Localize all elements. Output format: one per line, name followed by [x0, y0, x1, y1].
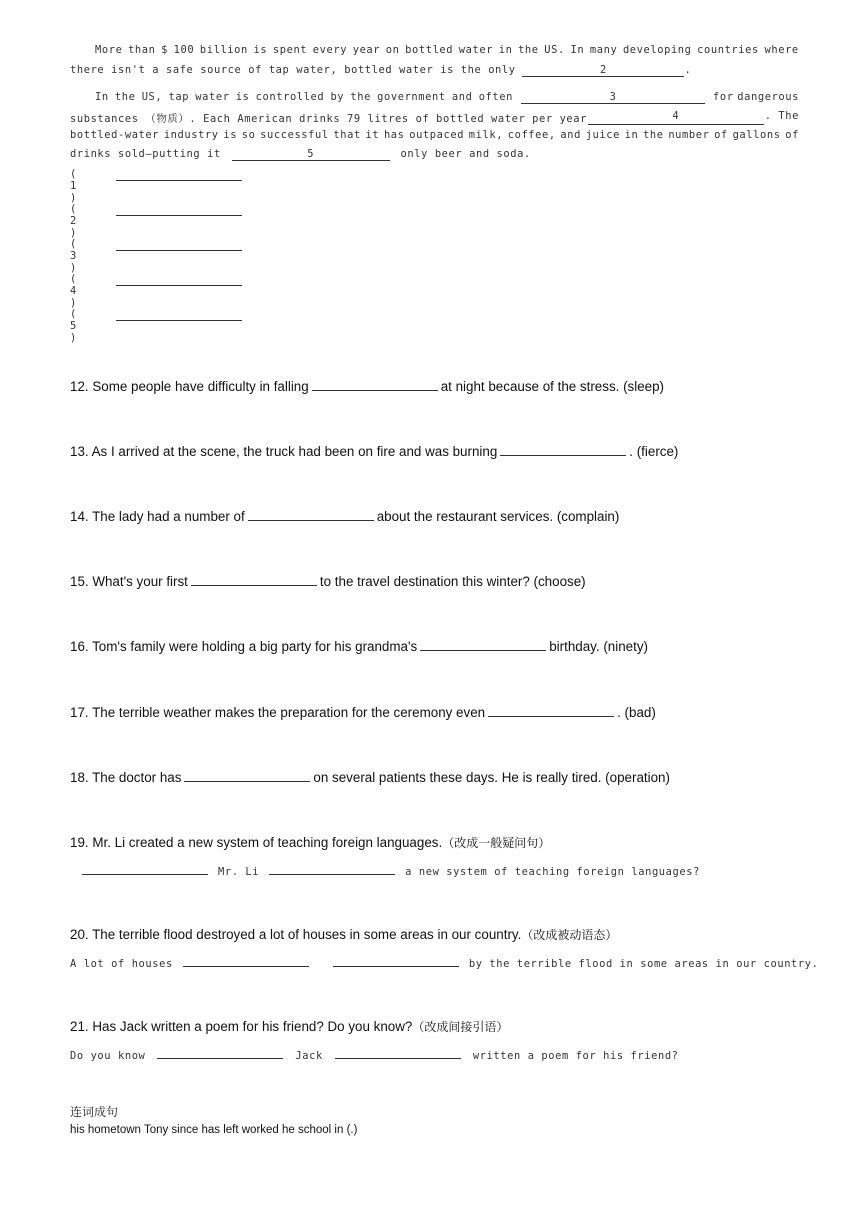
passage-line — [70, 129, 799, 141]
passage-word: juice — [585, 129, 620, 141]
passage-word: coffee, — [507, 129, 556, 141]
passage-word: billion — [199, 44, 248, 56]
passage-text: only beer and soda. — [400, 148, 531, 160]
answer-field[interactable] — [116, 250, 242, 251]
passage-word: developing — [622, 44, 692, 56]
passage-text: . — [684, 64, 692, 76]
passage-word: tap — [168, 91, 190, 103]
passage-word: bottled — [405, 44, 454, 56]
question-15: 15. What's your first to the travel destination this winter? (choose) — [70, 574, 586, 589]
passage-word: US, — [141, 91, 163, 103]
passage-word: has — [383, 129, 405, 141]
passage-word: and — [560, 129, 581, 141]
question-20: 20. The terrible flood destroyed a lot of houses in some areas in our country.（改成被动语态） — [70, 927, 618, 942]
answer-field[interactable] — [248, 508, 374, 521]
passage-word: the — [114, 91, 136, 103]
answer-field[interactable] — [116, 215, 242, 216]
rewrite-line-21: Do you know Jack written a poem for his friend? — [70, 1046, 679, 1062]
answer-number: ( 2 ) — [70, 203, 77, 239]
passage-word: number — [668, 129, 710, 141]
passage-word: spent — [272, 44, 308, 56]
answer-number: ( 4 ) — [70, 273, 77, 309]
passage-word: In — [570, 44, 585, 56]
passage-text — [713, 91, 799, 104]
answer-field[interactable] — [191, 573, 317, 586]
passage-word: than — [128, 44, 156, 56]
answer-field[interactable] — [312, 378, 438, 391]
passage-word: is — [223, 129, 238, 141]
blank-5: 5 — [232, 148, 390, 161]
question-19: 19. Mr. Li created a new system of teaching foreign languages.（改成一般疑问句） — [70, 835, 551, 850]
passage-word: for — [713, 91, 734, 103]
passage-line — [70, 110, 799, 125]
passage-word: countries — [697, 44, 759, 56]
rewrite-line-19: Mr. Li a new system of teaching foreign languages? — [82, 862, 700, 878]
passage-word: $ — [161, 44, 169, 56]
passage-word: industry — [163, 129, 219, 141]
answer-field[interactable] — [183, 954, 309, 967]
answer-field[interactable] — [184, 769, 310, 782]
passage-text: drinks sold—putting it — [70, 148, 221, 160]
passage-word: the — [643, 129, 664, 141]
passage-word: controlled — [255, 91, 325, 103]
question-14: 14. The lady had a number of about the restaurant services. (complain) — [70, 509, 620, 524]
passage-word: where — [764, 44, 799, 56]
instruction-cn: （改成一般疑问句） — [442, 836, 551, 850]
passage-word: successful — [260, 129, 329, 141]
passage-word: of — [785, 129, 799, 141]
answer-field[interactable] — [420, 638, 546, 651]
scramble-words: his hometown Tony since has left worked he school in (.) — [70, 1124, 358, 1136]
question-12: 12. Some people have difficulty in falling at night because of the stress. (sleep) — [70, 379, 665, 394]
answer-field[interactable] — [333, 954, 459, 967]
passage-word: US. — [544, 44, 565, 56]
passage-word: on — [385, 44, 400, 56]
passage-line — [70, 64, 691, 77]
passage-word: that — [333, 129, 361, 141]
instruction-cn: （改成间接引语） — [412, 1020, 509, 1034]
answer-field[interactable] — [269, 862, 395, 875]
answer-number: ( 1 ) — [70, 168, 77, 204]
passage-text — [95, 91, 513, 104]
passage-word: bottled-water — [70, 129, 160, 141]
answer-number: ( 5 ) — [70, 308, 77, 344]
answer-number: ( 3 ) — [70, 238, 77, 274]
passage-text: substances （物质）. Each American drinks 79 litres of bottled water per year — [70, 113, 588, 125]
passage-word: 100 — [173, 44, 195, 56]
question-17: 17. The terrible weather makes the preparation for the ceremony even . (bad) — [70, 705, 656, 720]
passage-word: dangerous — [737, 91, 799, 103]
answer-field[interactable] — [116, 320, 242, 321]
passage-word: and — [451, 91, 473, 103]
answer-field[interactable] — [82, 862, 208, 875]
passage-text: . The — [764, 110, 799, 122]
answer-field[interactable] — [116, 285, 242, 286]
question-18: 18. The doctor has on several patients these days. He is really tired. (operation) — [70, 770, 670, 785]
passage-word: many — [589, 44, 618, 56]
passage-word: the — [518, 44, 539, 56]
passage-word: often — [478, 91, 513, 103]
passage-line — [95, 44, 799, 56]
rewrite-line-20: A lot of houses by the terrible flood in some areas in our country. — [70, 954, 818, 970]
answer-field[interactable] — [116, 180, 242, 181]
passage-text: there isn't a safe source of tap water, bottled water is the only — [70, 64, 516, 76]
passage-word: year — [352, 44, 381, 56]
instruction-cn: （改成被动语态） — [521, 928, 618, 942]
passage-word: it — [365, 129, 380, 141]
passage-line — [95, 91, 799, 104]
passage-word: outpaced — [409, 129, 465, 141]
passage-word: every — [312, 44, 348, 56]
answer-field[interactable] — [157, 1046, 283, 1059]
blank-4: 4 — [588, 110, 764, 125]
question-13: 13. As I arrived at the scene, the truck had been on fire and was burning . (fierce) — [70, 444, 679, 459]
passage-word: is — [253, 44, 268, 56]
blank-2: 2 — [522, 64, 684, 77]
answer-field[interactable] — [500, 443, 626, 456]
blank-3: 3 — [521, 91, 705, 104]
passage-word: in — [624, 129, 639, 141]
passage-word: in — [498, 44, 513, 56]
passage-word: gallons — [732, 129, 781, 141]
passage-word: is — [235, 91, 250, 103]
passage-word: water — [195, 91, 230, 103]
passage-word: the — [350, 91, 371, 103]
passage-word: More — [95, 44, 123, 56]
passage-line — [70, 148, 531, 161]
section-title: 连词成句 — [70, 1105, 119, 1119]
passage-word: of — [714, 129, 728, 141]
passage-word: In — [95, 91, 109, 103]
question-16: 16. Tom's family were holding a big party for his grandma's birthday. (ninety) — [70, 639, 648, 654]
passage-word: water — [458, 44, 494, 56]
passage-word: so — [241, 129, 256, 141]
answer-field[interactable] — [335, 1046, 461, 1059]
passage-word: milk, — [468, 129, 504, 141]
question-21: 21. Has Jack written a poem for his friend? Do you know?（改成间接引语） — [70, 1019, 509, 1034]
answer-field[interactable] — [488, 704, 614, 717]
passage-word: government — [377, 91, 446, 103]
passage-word: by — [330, 91, 345, 103]
